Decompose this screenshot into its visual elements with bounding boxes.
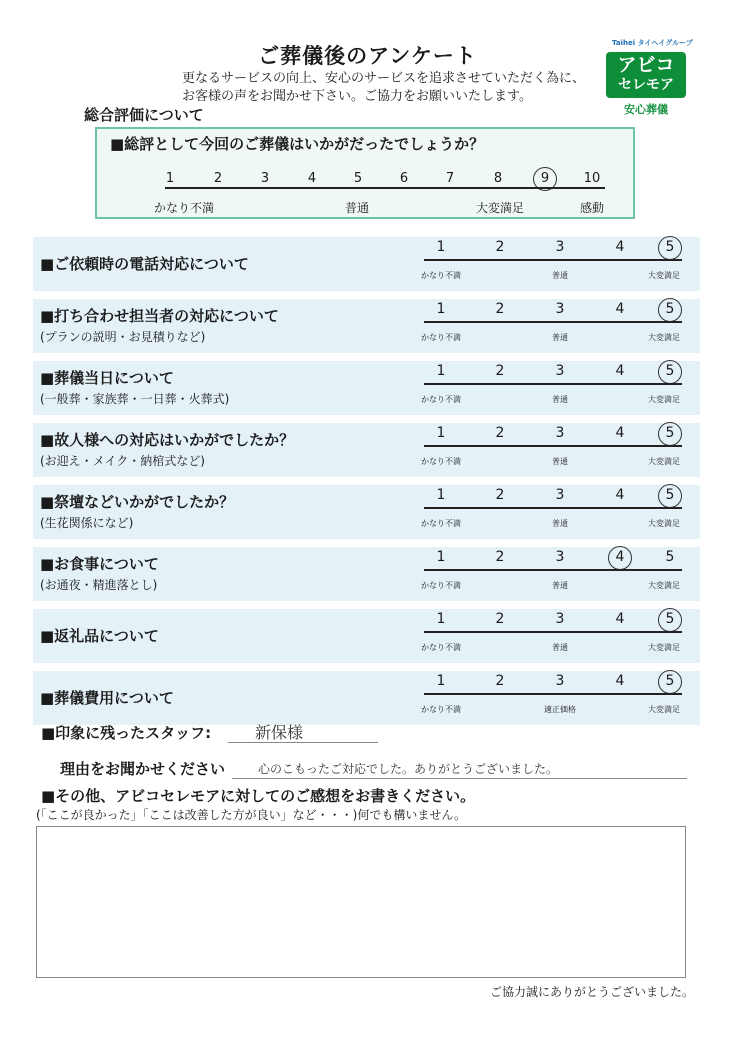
rating-label-low: かなり不満 [421, 705, 461, 714]
rating-option[interactable]: 5 [665, 239, 675, 255]
intro-line-1: 更なるサービスの向上、安心のサービスを追求させていただく為に、 [182, 71, 586, 86]
question-title: ■祭壇などいかがでしたか？ [40, 493, 235, 511]
logo-group-name: Taihei タイヘイグループ [612, 39, 693, 47]
overall-scale-option[interactable]: 8 [493, 171, 503, 186]
rating-scale-line [424, 631, 682, 633]
overall-scale-option[interactable]: 2 [213, 171, 223, 186]
selected-circle-mark [658, 360, 682, 384]
rating-option[interactable]: 4 [615, 611, 625, 627]
rating-label-low: かなり不満 [421, 643, 461, 652]
rating-scale-line [424, 569, 682, 571]
company-logo [606, 52, 686, 98]
rating-label-mid: 普通 [552, 457, 568, 466]
rating-label-high: 大変満足 [648, 581, 680, 590]
overall-scale-option[interactable]: 10 [583, 171, 601, 186]
reason-label: 理由をお聞かせください [60, 760, 226, 778]
selected-circle-mark [658, 484, 682, 508]
question-subtitle: (プランの説明・お見積りなど) [40, 330, 206, 344]
question-title: ■お食事について [40, 555, 159, 573]
rating-label-high: 大変満足 [648, 643, 680, 652]
staff-answer[interactable]: 新保様 [255, 723, 304, 742]
overall-label-low: かなり不満 [153, 201, 215, 215]
reason-underline [232, 778, 687, 779]
other-comments-hint: (「ここが良かった」「ここは改善した方が良い」など・・・)何でも構いません。 [36, 808, 467, 822]
rating-scale-line [424, 693, 682, 695]
selected-circle-mark [608, 546, 632, 570]
question-title: ■ご依頼時の電話対応について [40, 255, 249, 273]
rating-option[interactable]: 1 [436, 363, 446, 379]
rating-label-high: 大変満足 [648, 519, 680, 528]
rating-option[interactable]: 2 [495, 425, 505, 441]
rating-option[interactable]: 5 [665, 549, 675, 565]
rating-option[interactable]: 5 [665, 673, 675, 689]
selected-circle-mark [658, 236, 682, 260]
logo-tagline: 安心葬儀 [624, 103, 668, 116]
rating-label-high: 大変満足 [648, 333, 680, 342]
rating-option[interactable]: 4 [615, 301, 625, 317]
rating-option[interactable]: 3 [555, 673, 565, 689]
question-subtitle: (お迎え・メイク・納棺式など) [40, 454, 205, 468]
rating-label-high: 大変満足 [648, 457, 680, 466]
overall-scale-line [165, 187, 605, 189]
staff-label: ■印象に残ったスタッフ: [41, 724, 212, 742]
rating-option[interactable]: 4 [615, 487, 625, 503]
rating-option[interactable]: 5 [665, 611, 675, 627]
question-subtitle: (お通夜・精進落とし) [40, 578, 158, 592]
rating-option[interactable]: 4 [615, 549, 625, 565]
question-subtitle: (一般葬・家族葬・一日葬・火葬式) [40, 392, 230, 406]
rating-label-low: かなり不満 [421, 395, 461, 404]
rating-option[interactable]: 1 [436, 673, 446, 689]
rating-label-low: かなり不満 [421, 333, 461, 342]
overall-scale-option[interactable]: 1 [165, 171, 175, 186]
rating-option[interactable]: 1 [436, 611, 446, 627]
rating-label-high: 大変満足 [648, 705, 680, 714]
overall-scale-option[interactable]: 9 [540, 171, 550, 186]
reason-answer[interactable]: 心のこもったご対応でした。ありがとうございました。 [258, 762, 559, 776]
rating-option[interactable]: 1 [436, 487, 446, 503]
rating-label-mid: 適正価格 [544, 705, 576, 714]
rating-option[interactable]: 5 [665, 301, 675, 317]
overall-scale-option[interactable]: 3 [260, 171, 270, 186]
question-title: ■葬儀費用について [40, 689, 174, 707]
rating-option[interactable]: 4 [615, 425, 625, 441]
overall-question: ■総評として今回のご葬儀はいかがだったでしょうか？ [110, 135, 485, 153]
overall-section-title: 総合評価について [84, 106, 204, 124]
question-title: ■葬儀当日について [40, 369, 174, 387]
rating-option[interactable]: 5 [665, 425, 675, 441]
rating-label-mid: 普通 [552, 333, 568, 342]
question-subtitle: (生花関係になど) [40, 516, 134, 530]
rating-option[interactable]: 2 [495, 301, 505, 317]
rating-option[interactable]: 2 [495, 487, 505, 503]
selected-circle-mark [658, 670, 682, 694]
logo-line-2: セレモア [618, 77, 674, 93]
overall-label-top: 感動 [579, 201, 605, 215]
rating-option[interactable]: 3 [555, 549, 565, 565]
rating-scale-line [424, 383, 682, 385]
overall-label-mid: 普通 [344, 201, 370, 215]
rating-option[interactable]: 3 [555, 363, 565, 379]
question-title: ■打ち合わせ担当者の対応について [40, 307, 279, 325]
rating-option[interactable]: 2 [495, 239, 505, 255]
rating-label-low: かなり不満 [421, 519, 461, 528]
rating-option[interactable]: 1 [436, 425, 446, 441]
rating-label-high: 大変満足 [648, 395, 680, 404]
rating-label-low: かなり不満 [421, 271, 461, 280]
rating-option[interactable]: 4 [615, 363, 625, 379]
intro-text [182, 70, 585, 106]
rating-option[interactable]: 1 [436, 301, 446, 317]
staff-underline [228, 742, 378, 743]
page-title: ご葬儀後のアンケート [258, 44, 477, 68]
rating-label-high: 大変満足 [648, 271, 680, 280]
overall-scale-option[interactable]: 4 [307, 171, 317, 186]
rating-label-mid: 普通 [552, 271, 568, 280]
rating-option[interactable]: 4 [615, 239, 625, 255]
rating-label-mid: 普通 [552, 581, 568, 590]
other-comments-label: ■その他、アビコセレモアに対してのご感想をお書きください。 [41, 787, 476, 805]
rating-label-mid: 普通 [552, 643, 568, 652]
rating-option[interactable]: 3 [555, 239, 565, 255]
selected-circle-mark [658, 298, 682, 322]
rating-option[interactable]: 2 [495, 611, 505, 627]
rating-option[interactable]: 4 [615, 673, 625, 689]
rating-option[interactable]: 2 [495, 363, 505, 379]
question-title: ■故人様への対応はいかがでしたか？ [40, 431, 295, 449]
rating-scale-line [424, 507, 682, 509]
logo-line-1: アビコ [617, 54, 675, 76]
overall-scale-option[interactable]: 6 [399, 171, 409, 186]
selected-circle-mark [658, 608, 682, 632]
overall-label-high: 大変満足 [475, 201, 525, 215]
selected-circle-mark [658, 422, 682, 446]
overall-scale-option[interactable]: 7 [445, 171, 455, 186]
rating-label-low: かなり不満 [421, 457, 461, 466]
rating-option[interactable]: 3 [555, 425, 565, 441]
rating-option[interactable]: 1 [436, 239, 446, 255]
rating-label-low: かなり不満 [421, 581, 461, 590]
rating-scale-line [424, 445, 682, 447]
thanks-message: ご協力誠にありがとうございました。 [490, 985, 695, 999]
comments-box[interactable] [36, 826, 686, 978]
rating-label-mid: 普通 [552, 519, 568, 528]
rating-option[interactable]: 3 [555, 487, 565, 503]
overall-scale-option[interactable]: 5 [353, 171, 363, 186]
rating-scale-line [424, 259, 682, 261]
rating-option[interactable]: 5 [665, 487, 675, 503]
intro-line-2: お客様の声をお聞かせ下さい。ご協力をお願いいたします。 [182, 89, 532, 104]
rating-option[interactable]: 3 [555, 611, 565, 627]
rating-option[interactable]: 3 [555, 301, 565, 317]
rating-option[interactable]: 1 [436, 549, 446, 565]
rating-option[interactable]: 5 [665, 363, 675, 379]
rating-label-mid: 普通 [552, 395, 568, 404]
rating-option[interactable]: 2 [495, 673, 505, 689]
question-title: ■返礼品について [40, 627, 159, 645]
rating-scale-line [424, 321, 682, 323]
rating-option[interactable]: 2 [495, 549, 505, 565]
